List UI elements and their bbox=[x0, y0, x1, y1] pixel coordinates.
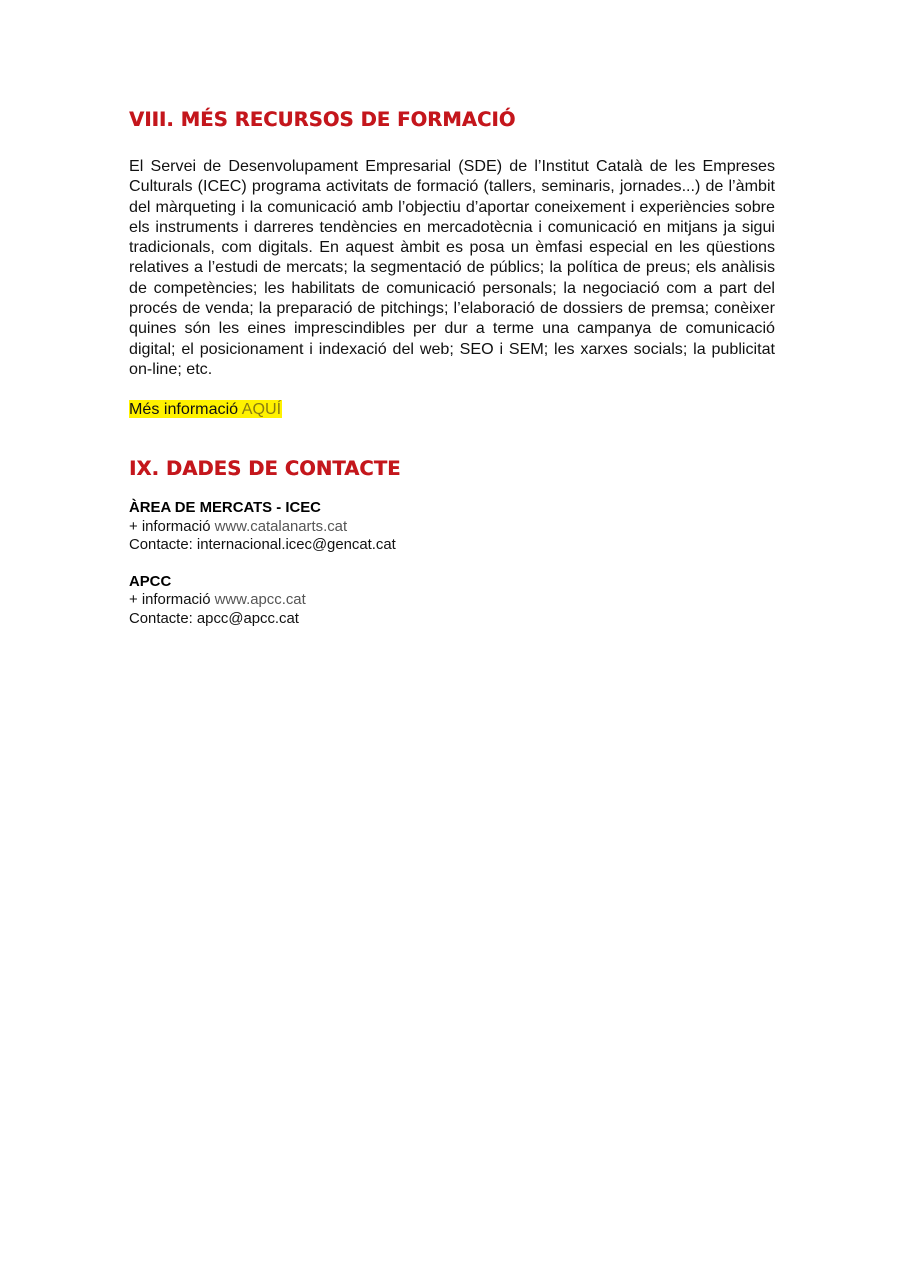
contact-email-line bbox=[129, 536, 775, 555]
contact-org-name: APCC bbox=[129, 573, 172, 590]
contact-email[interactable]: internacional.icec@gencat.cat bbox=[196, 537, 396, 554]
contact-org-name: ÀREA DE MERCATS - ICEC bbox=[129, 500, 321, 517]
contact-email-line bbox=[129, 610, 775, 629]
contact-info-line bbox=[129, 518, 775, 537]
section-title-training: VIII. MÉS RECURSOS DE FORMACIÓ bbox=[129, 108, 516, 131]
section-title-contact: IX. DADES DE CONTACTE bbox=[129, 457, 401, 481]
more-info-highlight bbox=[129, 400, 282, 418]
more-info-line bbox=[129, 399, 775, 419]
contact-website-link[interactable]: www.catalanarts.cat bbox=[214, 518, 348, 535]
more-info-link[interactable]: AQUÍ bbox=[241, 400, 282, 419]
document-page bbox=[129, 106, 775, 628]
contact-info-label: + informació bbox=[129, 518, 211, 535]
contact-block-icec bbox=[129, 499, 775, 555]
training-paragraph: El Servei de Desenvolupament Empresarial (SDE) de l’Institut Català de les Empreses Culturals (ICEC) programa activitats de formació (tallers, seminaris, jornades...) de l’àmbit del màrqueting i la comunicació amb l’objectiu d’aportar coneixement i experiències sobre els instruments i darreres tendències en mercadotècnia i comunicació en mitjans ja sigui tradicionals, com digitals. En aquest àmbit es posa un èmfasi especial en les qüestions relatives a l’estudi de mercats; la segmentació de públics; la política de preus; els anàlisis de competències; les habilitats de comunicació personals; la negociació com a part del procés de venda; la preparació de pitchings; l’elaboració de dossiers de premsa; conèixer quines són les eines imprescindibles per dur a terme una campanya de comunicació digital; el posicionament i indexació del web; SEO i SEM; les xarxes socials; la publicitat on-line; etc. bbox=[129, 157, 775, 378]
contact-info-label: + informació bbox=[129, 592, 211, 609]
contact-info-line bbox=[129, 591, 775, 610]
contact-block-apcc bbox=[129, 573, 775, 629]
contact-email-label: Contacte: bbox=[129, 537, 193, 554]
more-info-label: Més informació bbox=[129, 400, 239, 419]
contact-website-link[interactable]: www.apcc.cat bbox=[214, 592, 306, 609]
contact-email[interactable]: apcc@apcc.cat bbox=[196, 610, 299, 627]
contact-email-label: Contacte: bbox=[129, 610, 193, 627]
